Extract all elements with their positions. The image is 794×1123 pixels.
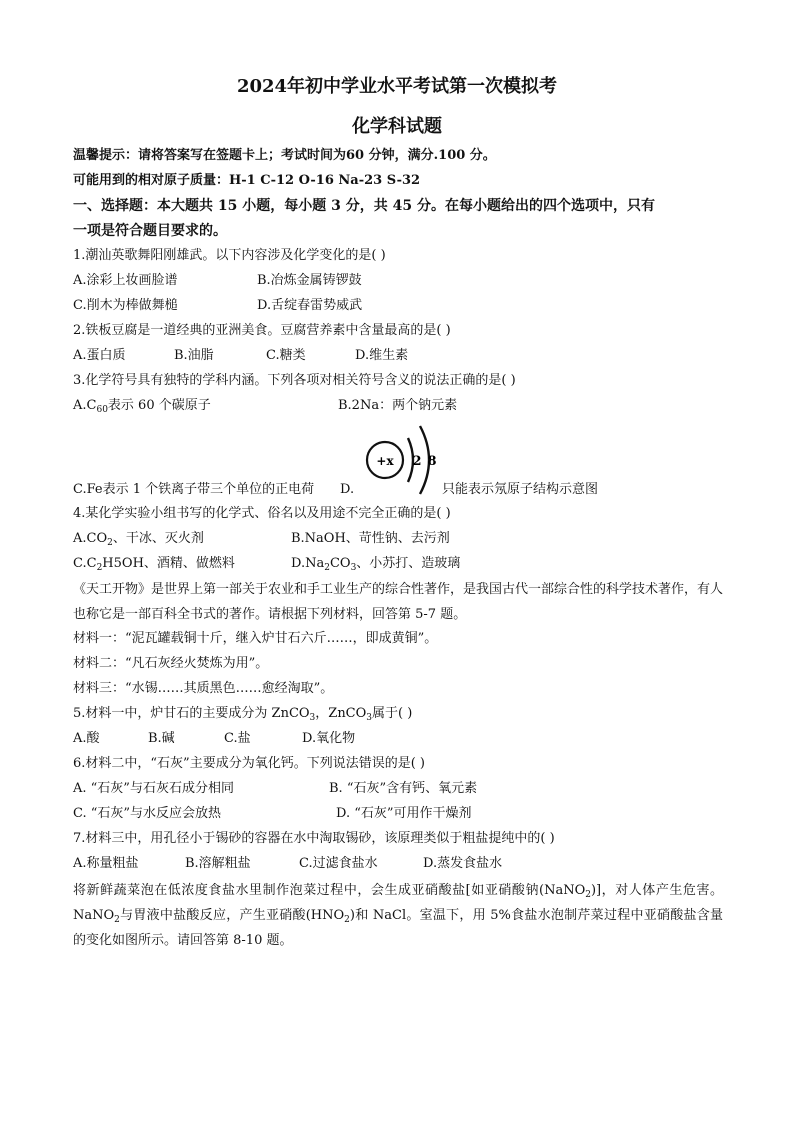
passage-tiangong-intro: 《天工开物》是世界上第一部关于农业和手工业生产的综合性著作，是我国古代一部综合性的科学技术著作，有人也称它是一部百科全书式的著作。请根据下列材料，回答第 5-7 题。	[73, 582, 724, 622]
q1-option-a: A.涂彩上妆画脸谱	[73, 273, 178, 288]
q7-stem: 7.材料三中，用孔径小于锡砂的容器在水中淘取锡砂，该原理类似于粗盐提纯中的( )	[73, 831, 555, 846]
section-heading-line2: 一项是符合题目要求的。	[73, 223, 227, 239]
q2-option-d: D.维生素	[355, 348, 409, 363]
q5-option-a: A.酸	[73, 731, 100, 746]
shell-1-electrons: 2	[412, 454, 422, 469]
q6-option-a: A. “石灰”与石灰石成分相同	[73, 781, 234, 796]
q6-option-d: D. “石灰”可用作干燥剂	[336, 806, 472, 821]
q4-option-a: $A.CO_2$、干冰、灭火剂	[73, 531, 204, 548]
passage-pickle-nitrite: 将新鲜蔬菜泡在低浓度食盐水里制作泡菜过程中，会生成亚硝酸盐[如亚硝酸钠(NaNO$_2$)]，对人体产生危害。NaNO$_2$与胃液中盐酸反应，产生亚硝酸$(HNO_2)$和 NaCl。室温下，用 5%食盐水泡制芹菜过程中亚硝酸盐含量的变化如图所示。请回答第 8-10 题。	[73, 883, 723, 948]
q2-option-b: B.油脂	[174, 348, 214, 363]
q5-option-c: C.盐	[224, 731, 251, 746]
shell-2-electrons: 8	[427, 454, 437, 469]
q4-stem: 4.某化学实验小组书写的化学式、俗名以及用途不完全正确的是( )	[73, 506, 451, 521]
q2-option-a: A.蛋白质	[73, 348, 126, 363]
q5-option-b: B.碱	[148, 731, 175, 746]
q6-stem: 6.材料二中，“石灰”主要成分为氧化钙。下列说法错误的是( )	[73, 756, 425, 771]
q4-option-b: B.NaOH、苛性钠、去污剂	[291, 531, 450, 546]
q7-option-d: D.蒸发食盐水	[423, 856, 503, 871]
q1-option-c: C.削木为棒做舞槌	[73, 298, 178, 313]
q2-option-c: C.糖类	[266, 348, 306, 363]
q5-option-d: D.氧化物	[302, 731, 356, 746]
exam-title: 2024年初中学业水平考试第一次模拟考	[236, 76, 558, 97]
tip-line: 温馨提示：请将答案写在签题卡上；考试时间为60 分钟，满分.100 分。	[73, 148, 496, 163]
atomic-mass-line: 可能用到的相对原子质量：H-1 C-12 O-16 Na-23 S-32	[73, 173, 421, 188]
q3-option-c: C.Fe表示 1 个铁离子带三个单位的正电荷	[73, 482, 315, 497]
q3-option-d-text: 只能表示氖原子结构示意图	[442, 482, 599, 497]
q4-option-d: $D.Na_2CO_3$、小苏打、造玻璃	[291, 556, 461, 573]
q1-stem: 1.潮汕英歌舞阳刚雄武。以下内容涉及化学变化的是( )	[73, 248, 386, 263]
q4-option-c: $C.C_2H5OH$、酒精、做燃料	[73, 556, 235, 573]
exam-subtitle: 化学科试题	[352, 116, 442, 137]
q2-stem: 2.铁板豆腐是一道经典的亚洲美食。豆腐营养素中含量最高的是( )	[73, 323, 451, 338]
q6-option-c: C. “石灰”与水反应会放热	[73, 806, 222, 821]
q1-option-d: D.舌绽春雷势威武	[257, 298, 363, 313]
nucleus-charge: +x	[376, 454, 394, 468]
q1-option-b: B.冶炼金属铸锣鼓	[257, 273, 362, 288]
material-2: 材料二：“凡石灰经火焚炼为用”。	[73, 656, 269, 671]
section-heading-line1: 一、选择题：本大题共 15 小题，每小题 3 分，共 45 分。在每小题给出的四个选项中，只有	[73, 198, 655, 214]
q7-option-c: C.过滤食盐水	[299, 856, 378, 871]
q7-option-b: B.溶解粗盐	[185, 856, 251, 871]
q7-option-a: A.称量粗盐	[73, 856, 139, 871]
material-1: 材料一：“泥瓦罐载铜十斤，继入炉甘石六斤……，即成黄铜”。	[73, 631, 438, 646]
q3-option-d-label: D.	[340, 482, 355, 497]
material-3: 材料三：“水锡……其质黑色……愈经淘取”。	[73, 681, 334, 696]
q3-option-b: B.2Na：两个钠元素	[338, 398, 458, 413]
q3-option-a: $A.C_{60}$表示 60 个碳原子	[73, 398, 211, 415]
q5-stem: 5.材料一中，炉甘石的主要成分为 ZnCO$_3$，ZnCO$_3$属于( )	[73, 706, 413, 723]
q6-option-b: B. “石灰”含有钙、氧元素	[329, 781, 478, 796]
q3-stem: 3.化学符号具有独特的学科内涵。下列各项对相关符号含义的说法正确的是( )	[73, 373, 516, 388]
atom-structure-diagram	[356, 418, 446, 498]
